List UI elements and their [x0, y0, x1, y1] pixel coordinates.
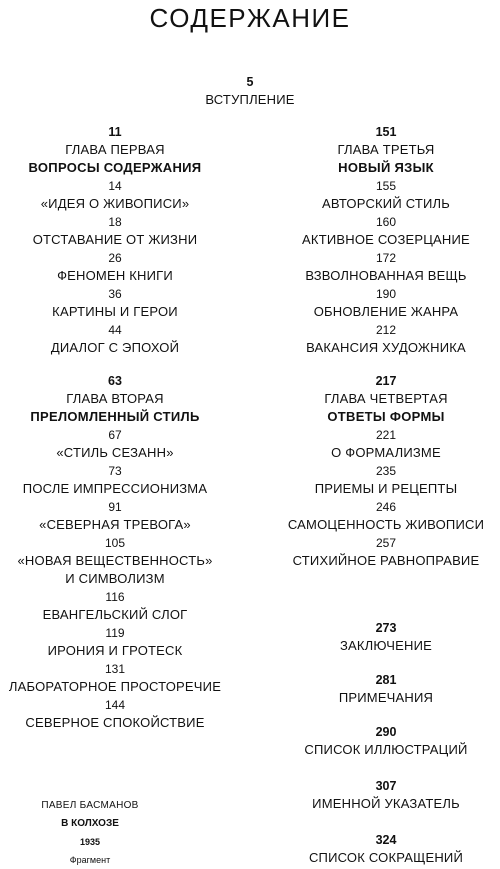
chapter-3-page-number: 151 — [375, 125, 397, 139]
image-credit — [15, 797, 165, 869]
toc-page-number: 172 — [375, 251, 397, 265]
toc-page-number: 67 — [108, 428, 122, 442]
intro-label: ВСТУПЛЕНИЕ — [205, 92, 295, 107]
toc-entry[interactable]: КАРТИНЫ И ГЕРОИ — [52, 304, 178, 319]
toc-page-number: 160 — [375, 215, 397, 229]
chapter-4-page-number: 217 — [375, 374, 397, 388]
intro-entry[interactable] — [0, 73, 500, 109]
toc-entry[interactable]: СТИХИЙНОЕ РАВНОПРАВИЕ — [292, 553, 480, 568]
toc-page-number: 116 — [105, 590, 125, 604]
toc-entry[interactable]: СЕВЕРНОЕ СПОКОЙСТВИЕ — [25, 715, 205, 730]
chapter-2-title[interactable]: ПРЕЛОМЛЕННЫЙ СТИЛЬ — [30, 409, 200, 424]
toc-entry[interactable]: О ФОРМАЛИЗМЕ — [331, 445, 441, 460]
toc-entry[interactable]: ВЗВОЛНОВАННАЯ ВЕЩЬ — [305, 268, 467, 283]
backmatter-page-number: 290 — [375, 725, 397, 739]
chapter-1-kicker: ГЛАВА ПЕРВАЯ — [65, 142, 165, 157]
chapter-4-kicker: ГЛАВА ЧЕТВЕРТАЯ — [324, 391, 448, 406]
toc-page-number: 257 — [375, 536, 397, 550]
toc-entry[interactable]: САМОЦЕННОСТЬ ЖИВОПИСИ — [287, 517, 485, 532]
backmatter-label: СПИСОК ИЛЛЮСТРАЦИЙ — [304, 742, 468, 757]
toc-page-number: 131 — [104, 662, 126, 676]
toc-entry[interactable]: ПОСЛЕ ИМПРЕССИОНИЗМА — [22, 481, 208, 496]
toc-entry[interactable]: «НОВАЯ ВЕЩЕСТВЕННОСТЬ» — [17, 553, 213, 568]
credit-note: Фрагмент — [69, 855, 111, 865]
intro-page-number: 5 — [246, 75, 254, 89]
toc-page-number: 26 — [108, 251, 122, 265]
chapter-3-kicker: ГЛАВА ТРЕТЬЯ — [337, 142, 435, 157]
toc-entry[interactable]: ОТСТАВАНИЕ ОТ ЖИЗНИ — [32, 232, 198, 247]
backmatter-page-number: 324 — [375, 833, 397, 847]
toc-page-number: 18 — [108, 215, 122, 229]
credit-author: ПАВЕЛ БАСМАНОВ — [41, 800, 139, 811]
page-title: СОДЕРЖАНИЕ — [149, 3, 351, 33]
toc-page-number: 212 — [375, 323, 397, 337]
toc-page-number: 190 — [375, 287, 397, 301]
backmatter-page-number: 273 — [375, 621, 397, 635]
toc-page-number: 44 — [108, 323, 122, 337]
chapter-2 — [0, 372, 230, 732]
toc-entry[interactable]: АВТОРСКИЙ СТИЛЬ — [321, 196, 451, 211]
toc-entry[interactable]: «СТИЛЬ СЕЗАНН» — [56, 445, 174, 460]
backmatter-conclusion[interactable] — [272, 619, 500, 655]
toc-entry[interactable]: ДИАЛОГ С ЭПОХОЙ — [50, 340, 180, 355]
chapter-2-kicker: ГЛАВА ВТОРАЯ — [66, 391, 164, 406]
backmatter-label: ЗАКЛЮЧЕНИЕ — [339, 638, 433, 653]
chapter-1-page-number: 11 — [108, 125, 122, 139]
toc-page-number: 144 — [104, 698, 126, 712]
toc-page-number: 73 — [108, 464, 122, 478]
toc-entry[interactable]: ВАКАНСИЯ ХУДОЖНИКА — [306, 340, 466, 355]
chapter-4 — [272, 372, 500, 570]
toc-entry-continuation[interactable]: И СИМВОЛИЗМ — [65, 571, 165, 586]
backmatter-label: ПРИМЕЧАНИЯ — [338, 690, 434, 705]
toc-page-number: 36 — [108, 287, 122, 301]
toc-entry[interactable]: АКТИВНОЕ СОЗЕРЦАНИЕ — [302, 232, 470, 247]
toc-page-number: 91 — [108, 500, 122, 514]
chapter-4-title[interactable]: ОТВЕТЫ ФОРМЫ — [327, 409, 445, 424]
toc-page-number: 105 — [104, 536, 126, 550]
toc-page-number: 246 — [375, 500, 397, 514]
toc-page-number: 235 — [375, 464, 397, 478]
backmatter-name-index[interactable] — [272, 777, 500, 813]
chapter-2-page-number: 63 — [108, 374, 122, 388]
backmatter-label: ИМЕННОЙ УКАЗАТЕЛЬ — [312, 796, 460, 811]
toc-page-number: 14 — [108, 179, 122, 193]
toc-entry[interactable]: ЛАБОРАТОРНОЕ ПРОСТОРЕЧИЕ — [8, 679, 222, 694]
toc-entry[interactable]: ФЕНОМЕН КНИГИ — [57, 268, 173, 283]
toc-entry[interactable]: «СЕВЕРНАЯ ТРЕВОГА» — [39, 517, 191, 532]
toc-entry[interactable]: ИРОНИЯ И ГРОТЕСК — [47, 643, 183, 658]
backmatter-label: СПИСОК СОКРАЩЕНИЙ — [308, 850, 464, 865]
backmatter-notes[interactable] — [272, 671, 500, 707]
chapter-1-title[interactable]: ВОПРОСЫ СОДЕРЖАНИЯ — [28, 160, 202, 175]
chapter-1 — [0, 123, 230, 357]
chapter-3 — [272, 123, 500, 357]
backmatter-page-number: 281 — [375, 673, 397, 687]
toc-page-number: 155 — [375, 179, 397, 193]
toc-entry[interactable]: ОБНОВЛЕНИЕ ЖАНРА — [313, 304, 459, 319]
toc-page-number: 119 — [105, 626, 125, 640]
toc-entry[interactable]: ЕВАНГЕЛЬСКИЙ СЛОГ — [42, 607, 188, 622]
credit-year: 1935 — [79, 837, 101, 847]
toc-entry[interactable]: ПРИЕМЫ И РЕЦЕПТЫ — [314, 481, 458, 496]
credit-work-title: В КОЛХОЗЕ — [61, 818, 119, 829]
backmatter-illustrations[interactable] — [272, 723, 500, 759]
chapter-3-title[interactable]: НОВЫЙ ЯЗЫК — [338, 160, 434, 175]
backmatter-abbreviations[interactable] — [272, 831, 500, 867]
backmatter-page-number: 307 — [375, 779, 397, 793]
toc-entry[interactable]: «ИДЕЯ О ЖИВОПИСИ» — [40, 196, 190, 211]
toc-page-number: 221 — [375, 428, 397, 442]
